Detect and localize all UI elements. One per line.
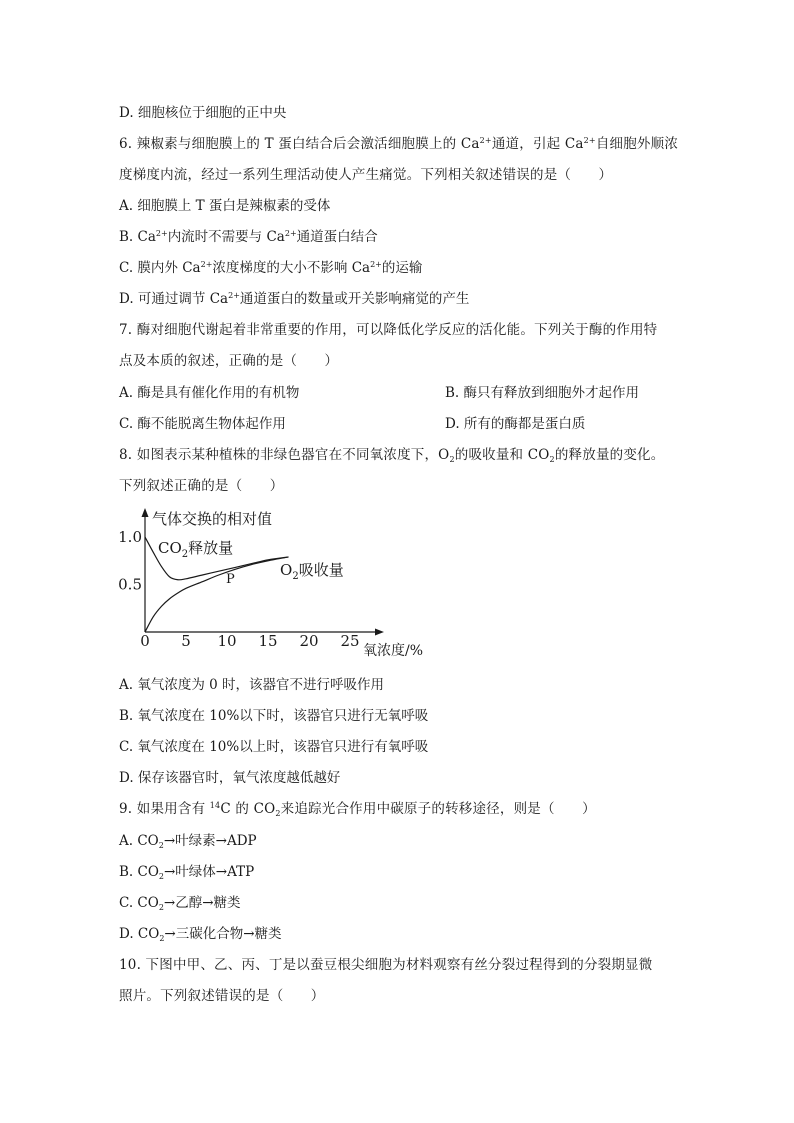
superscript: 2+ — [583, 136, 596, 145]
superscript: 2+ — [228, 291, 240, 300]
q10-stem-line1: 10. 下图中甲、乙、丙、丁是以蚕豆根尖细胞为材料观察有丝分裂过程得到的分裂期显微 — [119, 957, 653, 973]
q7-option-a: A. 酶是具有催化作用的有机物 — [119, 385, 300, 401]
q9-option-a — [119, 832, 257, 850]
q9-option-d — [119, 925, 282, 943]
q7-option-c: C. 酶不能脱离生物体起作用 — [119, 416, 286, 432]
q8-option-b: B. 氧气浓度在 10%以下时，该器官只进行无氧呼吸 — [119, 708, 429, 724]
text: C. CO — [119, 895, 159, 911]
subscript: 2 — [158, 903, 164, 912]
y-axis-arrow — [142, 508, 149, 517]
q10-stem-line2: 照片。下列叙述错误的是（ ） — [119, 988, 325, 1004]
superscript: 2+ — [479, 136, 492, 145]
text: 的释放量的变化。 — [554, 447, 665, 463]
text: 9. 如果用含有 — [119, 801, 210, 817]
text: 浓度梯度的大小不影响 Ca — [212, 260, 371, 276]
point-p-label: P — [226, 572, 235, 587]
text: 内流时不需要与 Ca — [167, 229, 285, 245]
q6-stem-line2: 度梯度内流，经过一系列生理活动使人产生痛觉。下列相关叙述错误的是（ ） — [119, 167, 613, 183]
q6-option-b — [119, 228, 378, 246]
y-tick-label: 0.5 — [118, 575, 142, 594]
text: 来追踪光合作用中碳原子的转移途径，则是（ ） — [280, 801, 596, 817]
text: D. CO — [119, 926, 160, 942]
superscript: 2+ — [370, 260, 382, 269]
superscript: 2+ — [284, 229, 297, 238]
x-axis-label: 氧浓度/% — [363, 643, 424, 659]
x-tick-label: 25 — [340, 632, 360, 650]
o2-uptake-curve — [145, 557, 289, 632]
subscript: 2 — [158, 872, 164, 881]
q8-option-a: A. 氧气浓度为 0 时，该器官不进行呼吸作用 — [119, 677, 385, 693]
x-tick-label: 0 — [140, 632, 150, 650]
text: B. CO — [119, 864, 159, 880]
superscript: 2+ — [200, 260, 213, 269]
text: →叶绿体→ATP — [164, 864, 255, 880]
q7-stem-line2: 点及本质的叙述，正确的是（ ） — [119, 353, 339, 369]
q9-stem — [119, 800, 596, 818]
q6-stem-text-a: 6. 辣椒素与细胞膜上的 T 蛋白结合后会激活细胞膜上的 Ca — [119, 136, 480, 152]
text: A. CO — [119, 833, 159, 849]
q8-stem-line1 — [119, 446, 664, 464]
text: C. 膜内外 Ca — [119, 260, 201, 276]
x-tick-label: 20 — [299, 632, 319, 650]
curve-labels — [158, 539, 344, 587]
subscript: 2 — [158, 841, 164, 850]
text: →叶绿素→ADP — [163, 833, 257, 849]
text: 的吸收量和 CO — [454, 447, 550, 463]
q8-stem-line2: 下列叙述正确的是（ ） — [119, 478, 284, 494]
x-tick-label: 10 — [217, 632, 237, 650]
text: 通道蛋白的数量或开关影响痛觉的产生 — [239, 291, 470, 307]
q9-option-b — [119, 863, 254, 881]
text: 的运输 — [381, 260, 423, 276]
q6-stem-line1 — [119, 135, 678, 153]
text: 8. 如图表示某种植株的非绿色器官在不同氧浓度下，O — [119, 447, 450, 463]
text: C 的 CO — [220, 801, 276, 817]
superscript: 14 — [209, 801, 221, 810]
superscript: 2+ — [155, 229, 168, 238]
q7-option-d: D. 所有的酶都是蛋白质 — [445, 416, 586, 432]
subscript: 2 — [159, 934, 165, 943]
q6-stem-text-b: 通道，引起 Ca — [491, 136, 584, 152]
subscript: 2 — [449, 455, 455, 464]
text: →乙醇→糖类 — [163, 895, 241, 911]
subscript: 2 — [549, 455, 555, 464]
q5-option-d: D. 细胞核位于细胞的正中央 — [119, 105, 287, 121]
co2-release-label: $CO_2$释放量 — [158, 539, 234, 560]
q9-option-c — [119, 894, 241, 912]
text: D. 可通过调节 Ca — [119, 291, 229, 307]
y-axis-label: 气体交换的相对值 — [152, 510, 273, 528]
x-axis-arrow — [375, 629, 384, 636]
q6-stem-text-c: 自细胞外顺浓 — [595, 136, 679, 152]
q7-stem-line1: 7. 酶对细胞代谢起着非常重要的作用，可以降低化学反应的活化能。下列关于酶的作用特 — [119, 322, 658, 338]
q8-option-c: C. 氧气浓度在 10%以上时，该器官只进行有氧呼吸 — [119, 739, 429, 755]
o2-uptake-label: $O_2$吸收量 — [280, 561, 344, 582]
text: B. Ca — [119, 229, 156, 245]
q6-option-d — [119, 290, 469, 308]
q6-option-c — [119, 259, 422, 277]
y-tick-label: 1.0 — [118, 528, 142, 546]
subscript: 2 — [275, 809, 281, 818]
text: →三碳化合物→糖类 — [164, 926, 282, 942]
q6-option-a: A. 细胞膜上 T 蛋白是辣椒素的受体 — [119, 198, 331, 214]
text: 通道蛋白结合 — [296, 229, 378, 245]
q8-option-d: D. 保存该器官时，氧气浓度越低越好 — [119, 770, 341, 786]
x-tick-label: 5 — [181, 632, 191, 650]
q7-option-b: B. 酶只有释放到细胞外才起作用 — [445, 385, 640, 401]
gas-exchange-graph — [118, 505, 438, 665]
x-tick-label: 15 — [258, 632, 278, 650]
